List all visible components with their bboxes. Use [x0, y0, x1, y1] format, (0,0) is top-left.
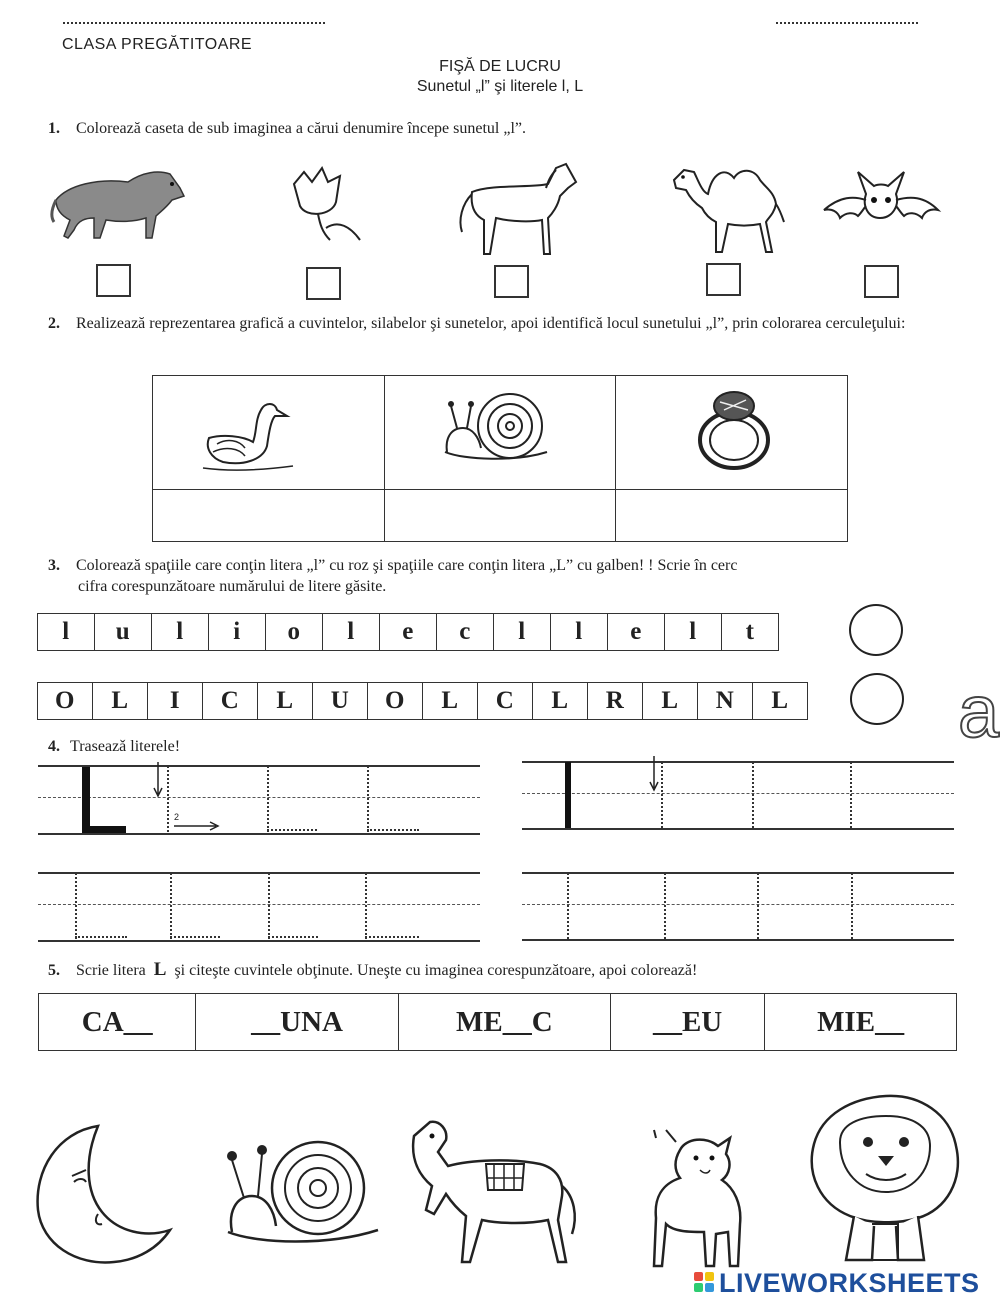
trace-foot	[367, 829, 419, 831]
line-top	[38, 872, 480, 874]
letter-cell[interactable]: c	[436, 613, 495, 651]
swan-icon	[153, 376, 383, 484]
stroke-number: 2	[174, 812, 180, 822]
ex1-box-camel[interactable]	[706, 263, 741, 296]
arrow-down-icon	[152, 760, 164, 800]
ex5-instruction	[48, 959, 697, 981]
trace-stem	[367, 766, 369, 832]
ex1-text: Colorează caseta de sub imaginea a cărui denumire începe sunetul „l”.	[76, 120, 527, 137]
ex3-number: 3.	[48, 557, 60, 574]
letter-cell[interactable]: o	[265, 613, 324, 651]
horse-icon	[452, 158, 582, 262]
trace-stem	[167, 766, 169, 832]
ex3-letter-row-1	[38, 613, 779, 651]
line-mid	[38, 904, 480, 905]
line-base	[522, 828, 954, 830]
trace-foot	[365, 936, 419, 938]
letter-cell[interactable]: I	[147, 682, 204, 720]
trace-stem	[567, 873, 569, 939]
ex3-instruction	[48, 555, 948, 597]
camel-icon	[668, 158, 790, 256]
trace-stem	[664, 873, 666, 939]
ex5-text-before: Scrie litera	[76, 962, 146, 979]
edge-letter: a	[958, 672, 1000, 752]
letter-cell[interactable]: L	[752, 682, 809, 720]
ex4-instruction	[48, 736, 180, 757]
letter-cell[interactable]: t	[721, 613, 780, 651]
arrow-down-icon	[648, 754, 660, 794]
ex2-text: Realizează reprezentarea grafică a cuvintelor, silabelor şi sunetelor, apoi identifică locul sunetului „l”, prin colorarea cerculeţului:	[76, 315, 906, 332]
letter-cell[interactable]: e	[379, 613, 438, 651]
class-label: CLASA PREGĂTITOARE	[62, 36, 253, 53]
trace-stem	[752, 762, 754, 828]
tulip-icon	[276, 162, 366, 244]
name-line[interactable]	[63, 22, 325, 24]
liveworksheets-logo-icon	[694, 1272, 716, 1294]
snail-icon	[385, 376, 615, 484]
brand-logo	[694, 1268, 980, 1299]
ex5-letter: L	[153, 959, 167, 980]
letter-cell[interactable]: O	[37, 682, 94, 720]
ex4-number: 4.	[48, 738, 60, 755]
ex1-instruction	[48, 118, 526, 139]
trace-foot	[268, 936, 318, 938]
ex3-letter-row-2	[38, 682, 808, 720]
ex5-word-1[interactable]: CA__	[39, 994, 196, 1051]
letter-cell[interactable]: l	[151, 613, 210, 651]
horse-icon[interactable]	[390, 1116, 584, 1268]
model-L-stem	[82, 767, 90, 833]
brand-text: LIVEWORKSHEETS	[719, 1268, 980, 1298]
letter-cell[interactable]: L	[257, 682, 314, 720]
letter-cell[interactable]: L	[642, 682, 699, 720]
ex5-text-after: şi citeşte cuvintele obţinute. Uneşte cu imaginea corespunzătoare, apoi colorează!	[174, 962, 698, 979]
trace-stem	[75, 873, 77, 939]
wolf-icon	[48, 160, 188, 242]
letter-cell[interactable]: O	[367, 682, 424, 720]
lion-icon[interactable]	[800, 1090, 970, 1268]
line-mid	[522, 904, 954, 905]
letter-cell[interactable]: u	[94, 613, 153, 651]
ex1-box-wolf[interactable]	[96, 264, 131, 297]
model-L-foot	[82, 826, 126, 833]
line-top	[38, 765, 480, 767]
lamb-icon[interactable]	[646, 1128, 756, 1270]
trace-foot	[267, 829, 317, 831]
letter-cell[interactable]: L	[532, 682, 589, 720]
trace-stem	[850, 762, 852, 828]
page-title: FIŞĂ DE LUCRU	[439, 58, 561, 75]
letter-cell[interactable]: l	[37, 613, 96, 651]
letter-cell[interactable]: U	[312, 682, 369, 720]
letter-cell[interactable]: C	[202, 682, 259, 720]
line-base	[522, 939, 954, 941]
letter-cell[interactable]: C	[477, 682, 534, 720]
bat-icon	[818, 166, 942, 238]
ex4-text: Traseazǎ literele!	[70, 738, 181, 755]
ex2-cell-snail	[384, 376, 616, 490]
line-base	[38, 940, 480, 942]
letter-cell[interactable]: L	[422, 682, 479, 720]
line-top	[522, 872, 954, 874]
model-l-stem	[565, 762, 571, 828]
line-top	[522, 761, 954, 763]
ex3-text-line1: Colorează spaţiile care conţin litera „l” cu roz şi spaţiile care conţin litera „L” cu galben! ! Scrie în cerc	[76, 557, 738, 574]
letter-cell[interactable]: L	[92, 682, 149, 720]
letter-cell[interactable]: l	[493, 613, 552, 651]
moon-icon[interactable]	[28, 1120, 178, 1270]
ex2-answer-snail[interactable]	[384, 490, 616, 542]
page-subtitle: Sunetul „l” şi literele l, L	[416, 78, 584, 95]
ex5-word-5[interactable]: MIE__	[765, 994, 957, 1051]
ring-icon	[616, 376, 846, 484]
ex2-cell-ring	[616, 376, 848, 490]
letter-cell[interactable]: l	[322, 613, 381, 651]
letter-cell[interactable]: l	[550, 613, 609, 651]
line-base	[38, 833, 480, 835]
letter-cell[interactable]: R	[587, 682, 644, 720]
line-mid	[38, 797, 480, 798]
ex2-answer-ring[interactable]	[616, 490, 848, 542]
ex1-box-horse[interactable]	[494, 265, 529, 298]
trace-foot	[170, 936, 220, 938]
trace-stem	[851, 873, 853, 939]
trace-stem	[365, 873, 367, 939]
line-mid	[522, 793, 954, 794]
trace-stem	[268, 873, 270, 939]
snail-icon[interactable]	[218, 1130, 388, 1256]
trace-foot	[75, 936, 127, 938]
ex1-box-bat[interactable]	[864, 265, 899, 298]
trace-stem	[757, 873, 759, 939]
ex3-text-line2: cifra corespunzătoare numărului de litere găsite.	[78, 578, 387, 595]
ex2-table	[152, 375, 848, 542]
ex1-number: 1.	[48, 120, 60, 137]
ex5-word-2[interactable]: __UNA	[196, 994, 398, 1051]
ex5-number: 5.	[48, 962, 60, 979]
ex3-count-circle-1[interactable]	[849, 604, 903, 656]
letter-cell[interactable]: e	[607, 613, 666, 651]
ex2-cell-swan	[153, 376, 385, 490]
ex5-word-4[interactable]: __EU	[611, 994, 765, 1051]
arrow-right-icon	[172, 820, 222, 832]
letter-cell[interactable]: l	[664, 613, 723, 651]
ex2-instruction	[48, 313, 948, 334]
ex5-word-table	[38, 993, 957, 1051]
letter-cell[interactable]: N	[697, 682, 754, 720]
trace-stem	[170, 873, 172, 939]
trace-stem	[267, 766, 269, 832]
ex3-count-circle-2[interactable]	[850, 673, 904, 725]
letter-cell[interactable]: i	[208, 613, 267, 651]
date-line[interactable]	[776, 22, 918, 24]
ex1-box-tulip[interactable]	[306, 267, 341, 300]
ex2-number: 2.	[48, 315, 60, 332]
ex2-answer-swan[interactable]	[153, 490, 385, 542]
trace-stem	[661, 762, 663, 828]
ex5-word-3[interactable]: ME__C	[398, 994, 610, 1051]
